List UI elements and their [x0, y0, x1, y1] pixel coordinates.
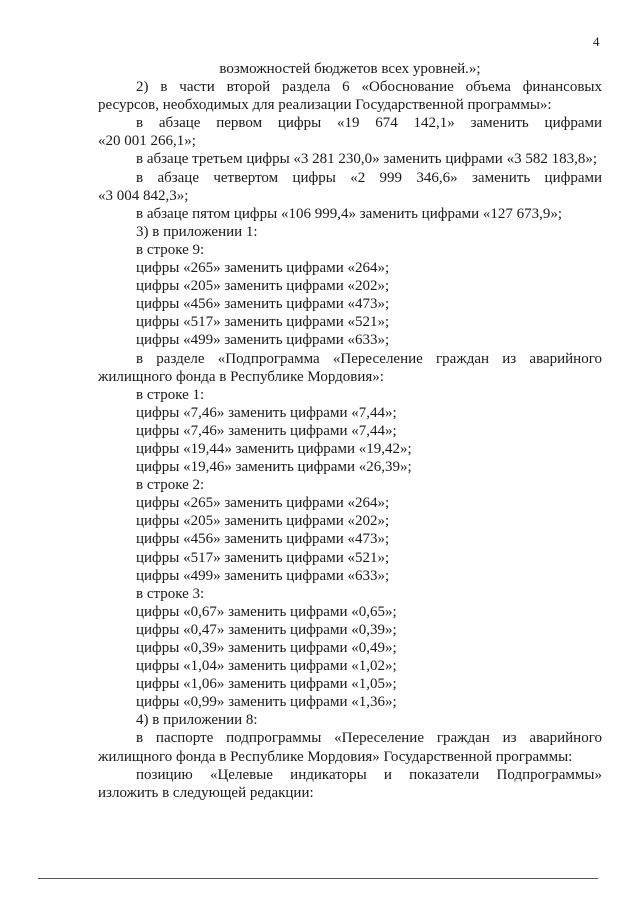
text-line: жилищного фонда в Республике Мордовия»:	[98, 368, 384, 385]
text-line: цифры «0,39» заменить цифрами «0,49»;	[136, 640, 397, 656]
text-line: цифры «205» заменить цифрами «202»;	[136, 513, 390, 530]
text-line: цифры «456» заменить цифрами «473»;	[136, 296, 390, 313]
text-line: жилищного фонда в Республике Мордовия» Государственной программы:	[98, 748, 573, 765]
text-line: цифры «7,46» заменить цифрами «7,44»;	[136, 404, 397, 421]
text-line: в строке 9:	[136, 241, 205, 258]
text-line: возможностей бюджетов всех уровней.»;	[219, 61, 481, 77]
text-line: в абзаце третьем цифры «3 281 230,0» заменить цифрами «3 582 183,8»;	[136, 151, 597, 168]
text-line: ресурсов, необходимых для реализации Государственной программы»:	[98, 97, 552, 114]
text-line: цифры «19,46» заменить цифрами «26,39»;	[136, 459, 412, 476]
text-line: «20 001 266,1»;	[98, 133, 196, 150]
text-line: изложить в следующей редакции:	[98, 784, 314, 801]
text-line: 2) в части второй раздела 6 «Обоснование объема финансовых	[136, 79, 602, 96]
text-line: цифры «7,46» заменить цифрами «7,44»;	[136, 422, 397, 439]
text-line: в строке 2:	[136, 477, 205, 494]
page-number: 4	[593, 34, 600, 49]
text-line: цифры «265» заменить цифрами «264»;	[136, 495, 390, 512]
text-line: в паспорте подпрограммы «Переселение граждан из аварийного	[136, 730, 602, 747]
text-line: цифры «1,04» заменить цифрами «1,02»;	[136, 658, 397, 675]
text-line: цифры «19,44» заменить цифрами «19,42»;	[136, 440, 412, 457]
text-line: цифры «456» заменить цифрами «473»;	[136, 531, 390, 548]
text-line: в абзаце пятом цифры «106 999,4» заменить цифрами «127 673,9»;	[136, 205, 563, 222]
text-line: цифры «0,47» заменить цифрами «0,39»;	[136, 621, 397, 638]
text-line: в строке 3:	[136, 585, 205, 602]
text-line: цифры «499» заменить цифрами «633»;	[136, 567, 390, 584]
text-line: позицию «Целевые индикаторы и показатели Подпрограммы»	[136, 766, 602, 783]
text-line: в строке 1:	[136, 386, 205, 403]
text-line: цифры «499» заменить цифрами «633»;	[136, 332, 390, 349]
document-body	[98, 60, 602, 802]
text-line: 4) в приложении 8:	[136, 712, 258, 729]
text-line: цифры «265» заменить цифрами «264»;	[136, 260, 390, 277]
text-line: «3 004 842,3»;	[98, 187, 189, 204]
text-line: цифры «517» заменить цифрами «521»;	[136, 549, 390, 566]
text-line: в абзаце четвертом цифры «2 999 346,6» заменить цифрами	[136, 169, 602, 186]
text-line: цифры «517» заменить цифрами «521»;	[136, 314, 390, 331]
text-line: в разделе «Подпрограмма «Переселение граждан из аварийного	[136, 350, 602, 367]
text-line: 3) в приложении 1:	[136, 223, 258, 240]
text-line: в абзаце первом цифры «19 674 142,1» заменить цифрами	[136, 115, 602, 132]
text-line: цифры «0,67» заменить цифрами «0,65»;	[136, 603, 397, 620]
text-line: цифры «0,99» заменить цифрами «1,36»;	[136, 694, 397, 711]
text-line: цифры «1,06» заменить цифрами «1,05»;	[136, 676, 397, 693]
text-line: цифры «205» заменить цифрами «202»;	[136, 278, 390, 295]
page-bottom-rule	[38, 878, 598, 879]
